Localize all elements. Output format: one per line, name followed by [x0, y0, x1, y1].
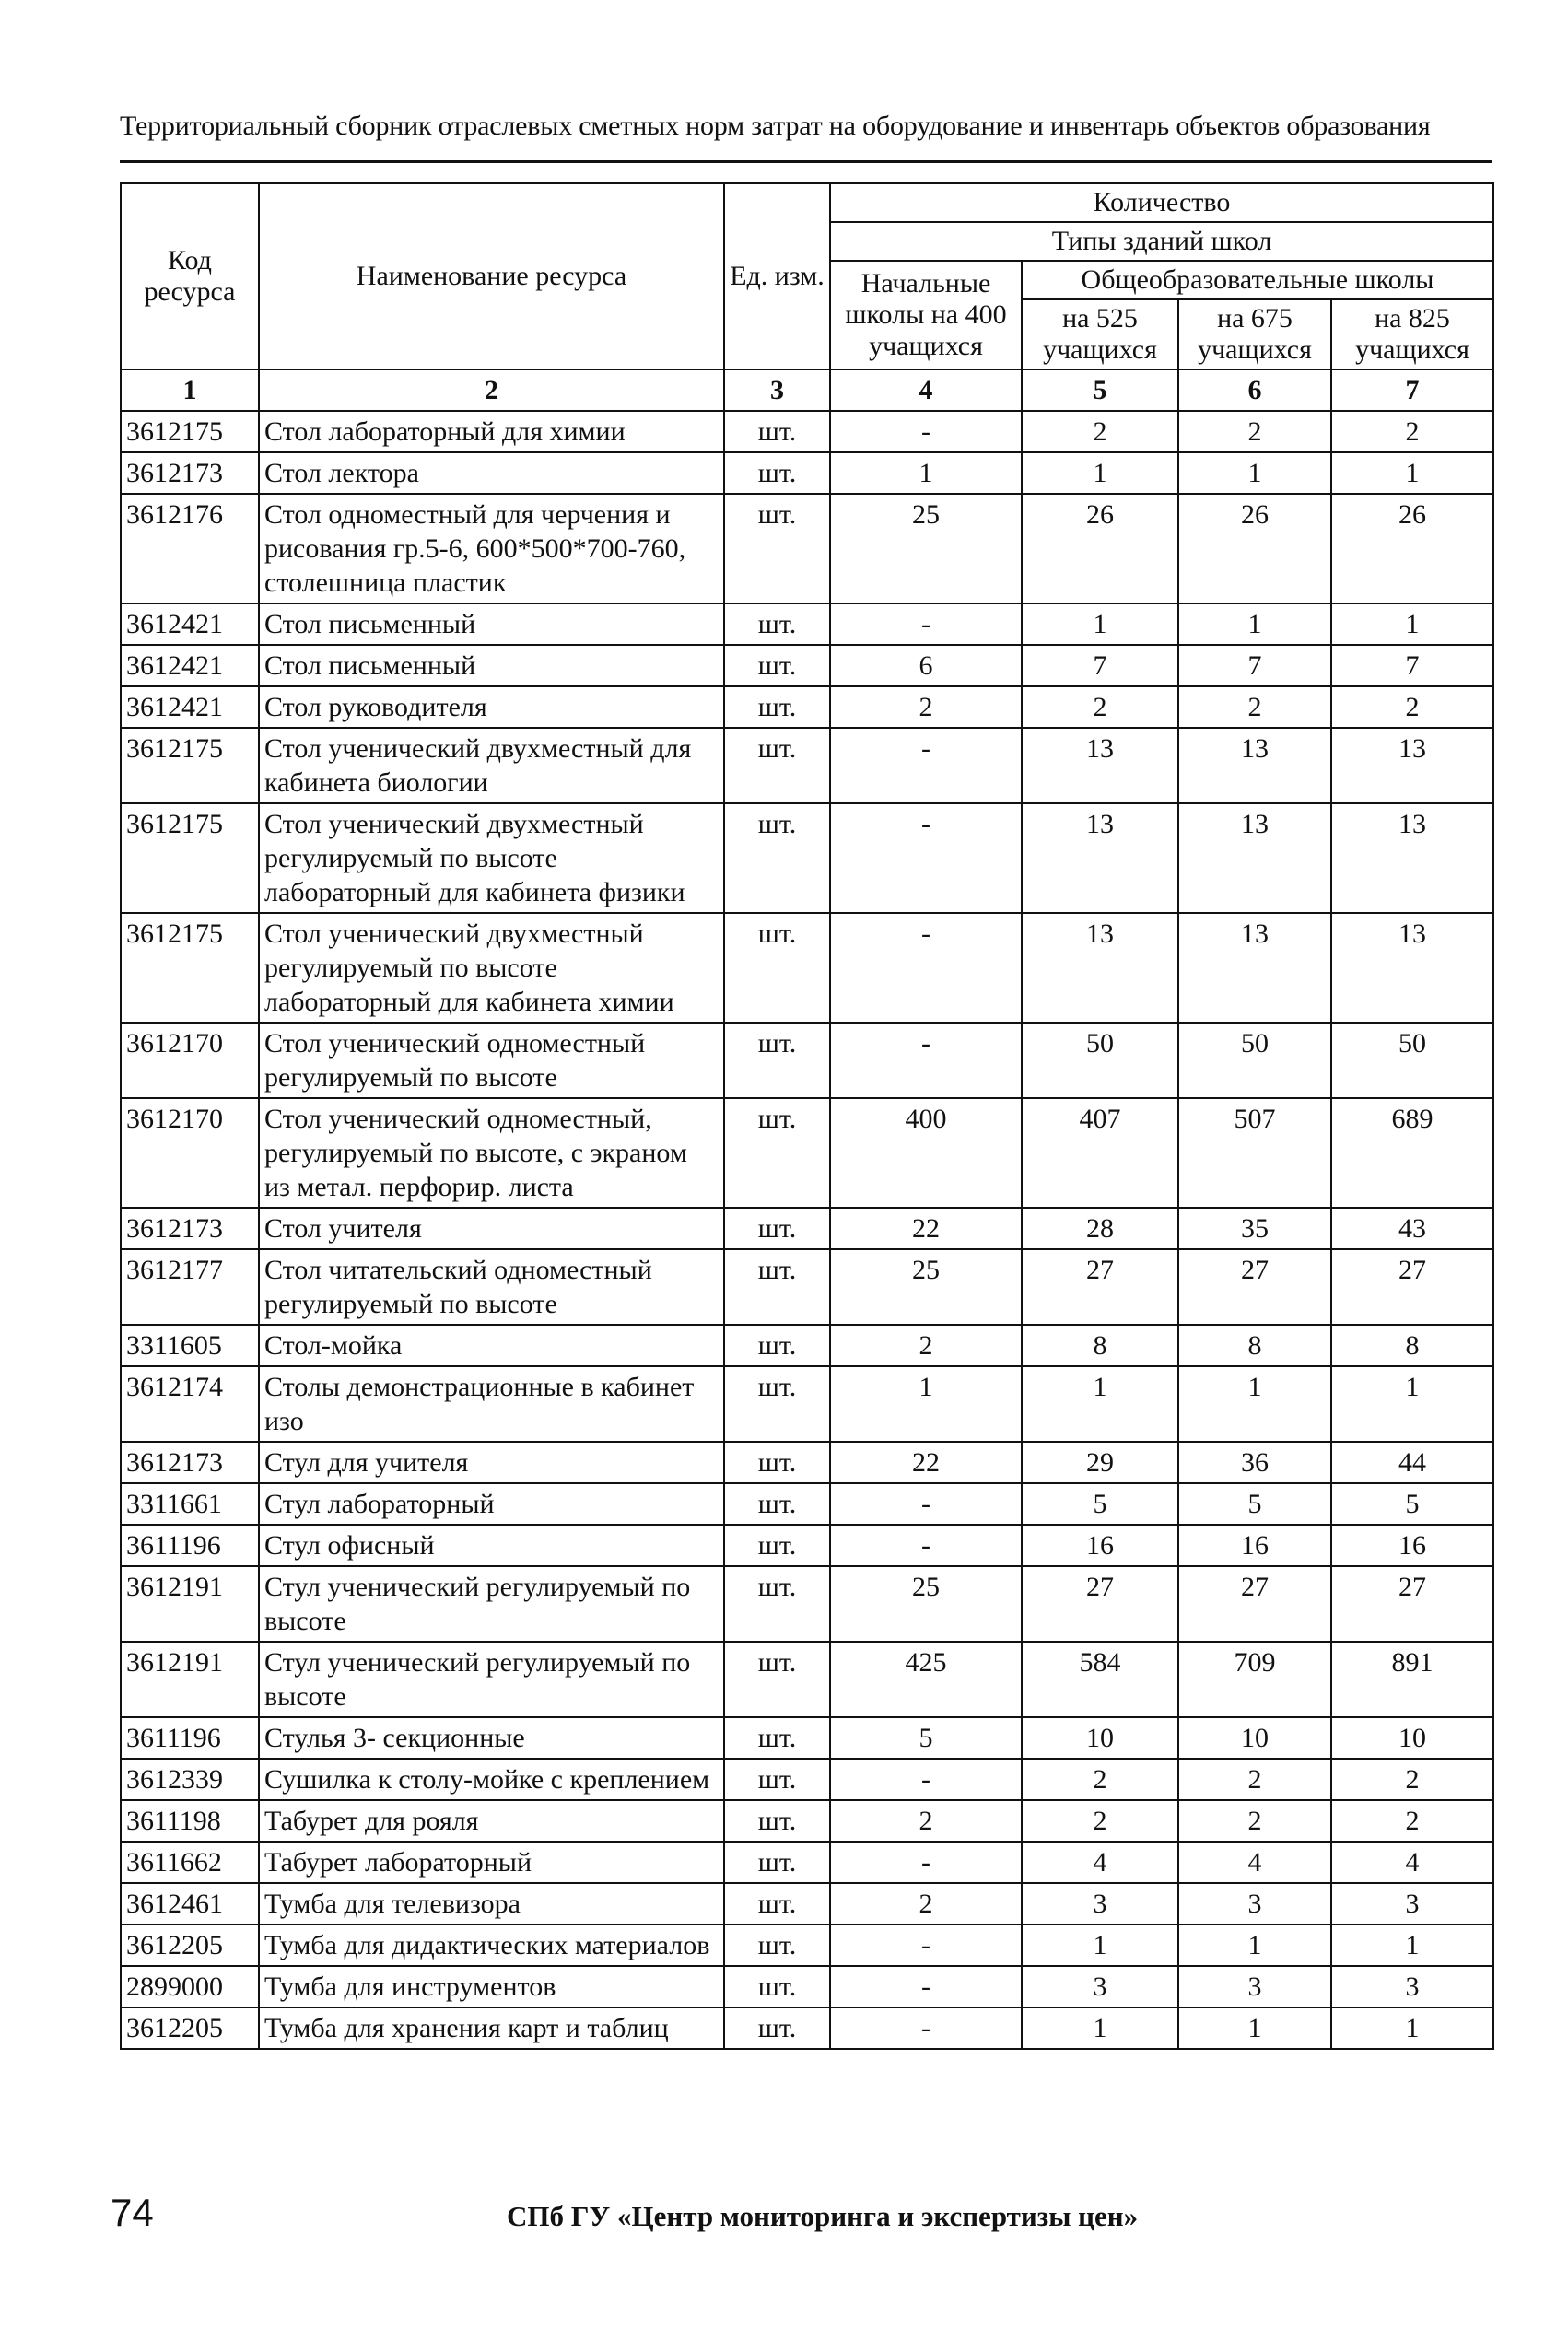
resource-code: 3612205: [121, 2007, 259, 2049]
qty-primary-400: 1: [830, 1366, 1022, 1442]
qty-general-675: 1: [1178, 603, 1331, 645]
qty-primary-400: 25: [830, 1566, 1022, 1642]
qty-general-525: 1: [1022, 1925, 1178, 1966]
resource-code: 3612170: [121, 1023, 259, 1098]
table-row: [121, 603, 1493, 645]
resource-code: 3612191: [121, 1566, 259, 1642]
column-number: 2: [259, 369, 724, 411]
resource-name: Тумба для хранения карт и таблиц: [259, 2007, 724, 2049]
qty-general-525: 10: [1022, 1717, 1178, 1759]
column-number: 6: [1178, 369, 1331, 411]
resource-unit: шт.: [724, 803, 830, 913]
qty-general-675: 35: [1178, 1208, 1331, 1249]
qty-general-675: 507: [1178, 1098, 1331, 1208]
resource-code: 3612173: [121, 1208, 259, 1249]
resource-unit: шт.: [724, 1966, 830, 2007]
table-row: [121, 1717, 1493, 1759]
resource-code: 3612174: [121, 1366, 259, 1442]
qty-primary-400: 22: [830, 1442, 1022, 1483]
resource-name: Стул для учителя: [259, 1442, 724, 1483]
resource-name: Стулья 3- секционные: [259, 1717, 724, 1759]
resource-code: 3611196: [121, 1717, 259, 1759]
qty-primary-400: 5: [830, 1717, 1022, 1759]
qty-general-675: 13: [1178, 803, 1331, 913]
qty-general-825: 26: [1331, 494, 1493, 603]
qty-general-525: 13: [1022, 803, 1178, 913]
qty-primary-400: 400: [830, 1098, 1022, 1208]
qty-primary-400: 425: [830, 1642, 1022, 1717]
qty-general-825: 4: [1331, 1842, 1493, 1883]
qty-primary-400: -: [830, 1483, 1022, 1525]
qty-general-675: 2: [1178, 1800, 1331, 1842]
header-unit: Ед. изм.: [724, 183, 830, 369]
resource-name: Стол ученический двухместный регулируемый по высоте лабораторный для кабинета химии: [259, 913, 724, 1023]
resource-code: 3611198: [121, 1800, 259, 1842]
resource-name: Тумба для телевизора: [259, 1883, 724, 1925]
table-row: [121, 1966, 1493, 2007]
qty-general-675: 2: [1178, 411, 1331, 452]
resource-unit: шт.: [724, 1249, 830, 1325]
header-primary-400: Начальные школы на 400 учащихся: [830, 261, 1022, 369]
qty-general-825: 1: [1331, 603, 1493, 645]
resource-code: 3612339: [121, 1759, 259, 1800]
qty-primary-400: 2: [830, 1325, 1022, 1366]
resource-code: 3612205: [121, 1925, 259, 1966]
qty-primary-400: 2: [830, 1800, 1022, 1842]
qty-general-825: 1: [1331, 452, 1493, 494]
qty-general-675: 13: [1178, 913, 1331, 1023]
page-number: 74: [111, 2191, 154, 2234]
qty-general-675: 50: [1178, 1023, 1331, 1098]
qty-general-675: 1: [1178, 1366, 1331, 1442]
qty-general-525: 2: [1022, 411, 1178, 452]
resource-code: 3612175: [121, 913, 259, 1023]
qty-general-525: 584: [1022, 1642, 1178, 1717]
qty-general-675: 1: [1178, 2007, 1331, 2049]
resource-name: Стол письменный: [259, 645, 724, 686]
qty-general-675: 3: [1178, 1883, 1331, 1925]
qty-general-825: 7: [1331, 645, 1493, 686]
table-row: [121, 1842, 1493, 1883]
qty-general-525: 13: [1022, 913, 1178, 1023]
qty-general-825: 50: [1331, 1023, 1493, 1098]
qty-primary-400: -: [830, 728, 1022, 803]
resource-unit: шт.: [724, 1925, 830, 1966]
resource-name: Стол ученический двухместный регулируемый по высоте лабораторный для кабинета физики: [259, 803, 724, 913]
qty-general-675: 7: [1178, 645, 1331, 686]
resource-name: Стул ученический регулируемый по высоте: [259, 1642, 724, 1717]
resource-code: 3611196: [121, 1525, 259, 1566]
header-name: Наименование ресурса: [259, 183, 724, 369]
table-row: [121, 1208, 1493, 1249]
resource-unit: шт.: [724, 1483, 830, 1525]
qty-general-825: 2: [1331, 686, 1493, 728]
qty-primary-400: 2: [830, 1883, 1022, 1925]
resource-name: Стул офисный: [259, 1525, 724, 1566]
table-row: [121, 1483, 1493, 1525]
resource-unit: шт.: [724, 1883, 830, 1925]
resource-name: Стол одноместный для черчения и рисования гр.5-6, 600*500*700-760, столешница пластик: [259, 494, 724, 603]
qty-general-825: 13: [1331, 728, 1493, 803]
qty-primary-400: 25: [830, 1249, 1022, 1325]
qty-general-525: 1: [1022, 603, 1178, 645]
table-row: [121, 728, 1493, 803]
qty-general-675: 10: [1178, 1717, 1331, 1759]
resource-name: Столы демонстрационные в кабинет изо: [259, 1366, 724, 1442]
resource-code: 3612177: [121, 1249, 259, 1325]
qty-primary-400: -: [830, 2007, 1022, 2049]
table-row: [121, 411, 1493, 452]
qty-primary-400: -: [830, 1925, 1022, 1966]
header-general-525: на 525 учащихся: [1022, 299, 1178, 369]
resource-code: 3311661: [121, 1483, 259, 1525]
resource-unit: шт.: [724, 1325, 830, 1366]
resource-unit: шт.: [724, 1366, 830, 1442]
qty-primary-400: 25: [830, 494, 1022, 603]
table-row: [121, 494, 1493, 603]
resource-code: 3612175: [121, 803, 259, 913]
qty-general-675: 3: [1178, 1966, 1331, 2007]
table-row: [121, 1566, 1493, 1642]
table-row: [121, 1925, 1493, 1966]
qty-general-525: 3: [1022, 1883, 1178, 1925]
resource-table: [120, 182, 1494, 2050]
qty-general-825: 2: [1331, 1800, 1493, 1842]
qty-general-525: 1: [1022, 2007, 1178, 2049]
resource-name: Стол ученический двухместный для кабинета биологии: [259, 728, 724, 803]
resource-unit: шт.: [724, 1759, 830, 1800]
resource-name: Стол учителя: [259, 1208, 724, 1249]
table-row: [121, 1883, 1493, 1925]
resource-code: 3612175: [121, 728, 259, 803]
qty-general-825: 27: [1331, 1249, 1493, 1325]
resource-code: 3311605: [121, 1325, 259, 1366]
qty-general-525: 2: [1022, 1800, 1178, 1842]
qty-general-825: 27: [1331, 1566, 1493, 1642]
qty-general-825: 1: [1331, 2007, 1493, 2049]
resource-unit: шт.: [724, 645, 830, 686]
qty-primary-400: 2: [830, 686, 1022, 728]
header-general-825: на 825 учащихся: [1331, 299, 1493, 369]
resource-name: Стол лектора: [259, 452, 724, 494]
resource-name: Стол ученический одноместный регулируемый по высоте: [259, 1023, 724, 1098]
resource-name: Стол читательский одноместный регулируемый по высоте: [259, 1249, 724, 1325]
resource-name: Стол-мойка: [259, 1325, 724, 1366]
resource-code: 3612421: [121, 603, 259, 645]
resource-code: 3611662: [121, 1842, 259, 1883]
qty-primary-400: -: [830, 603, 1022, 645]
header-building-types: Типы зданий школ: [830, 222, 1493, 261]
qty-general-525: 29: [1022, 1442, 1178, 1483]
table-row: [121, 2007, 1493, 2049]
column-number: 1: [121, 369, 259, 411]
table-row: [121, 1366, 1493, 1442]
qty-general-675: 13: [1178, 728, 1331, 803]
column-number: 3: [724, 369, 830, 411]
footer-organization: СПб ГУ «Центр мониторинга и экспертизы цен»: [507, 2200, 1139, 2232]
qty-primary-400: -: [830, 1966, 1022, 2007]
resource-unit: шт.: [724, 686, 830, 728]
qty-general-825: 43: [1331, 1208, 1493, 1249]
qty-general-825: 2: [1331, 411, 1493, 452]
resource-code: 3612461: [121, 1883, 259, 1925]
table-row: [121, 1325, 1493, 1366]
table-row: [121, 913, 1493, 1023]
document-header-title: Территориальный сборник отраслевых сметных норм затрат на оборудование и инвентарь объектов образования: [120, 111, 1431, 141]
qty-general-525: 28: [1022, 1208, 1178, 1249]
resource-name: Стул ученический регулируемый по высоте: [259, 1566, 724, 1642]
resource-name: Стол ученический одноместный, регулируемый по высоте, с экраном из метал. перфорир. листа: [259, 1098, 724, 1208]
column-number: 4: [830, 369, 1022, 411]
resource-unit: шт.: [724, 1717, 830, 1759]
table-row: [121, 1098, 1493, 1208]
resource-name: Табурет лабораторный: [259, 1842, 724, 1883]
resource-unit: шт.: [724, 913, 830, 1023]
resource-code: 3612173: [121, 1442, 259, 1483]
resource-name: Стол лабораторный для химии: [259, 411, 724, 452]
qty-primary-400: -: [830, 913, 1022, 1023]
resource-unit: шт.: [724, 1098, 830, 1208]
resource-unit: шт.: [724, 2007, 830, 2049]
resource-unit: шт.: [724, 1442, 830, 1483]
resource-name: Тумба для дидактических материалов: [259, 1925, 724, 1966]
qty-general-525: 50: [1022, 1023, 1178, 1098]
qty-general-825: 2: [1331, 1759, 1493, 1800]
qty-general-675: 709: [1178, 1642, 1331, 1717]
resource-code: 3612421: [121, 645, 259, 686]
table-row: [121, 1525, 1493, 1566]
qty-general-675: 1: [1178, 1925, 1331, 1966]
header-general-675: на 675 учащихся: [1178, 299, 1331, 369]
table-row: [121, 803, 1493, 913]
resource-unit: шт.: [724, 1842, 830, 1883]
qty-general-525: 5: [1022, 1483, 1178, 1525]
qty-primary-400: -: [830, 803, 1022, 913]
qty-primary-400: -: [830, 1525, 1022, 1566]
qty-general-825: 44: [1331, 1442, 1493, 1483]
header-rule: [120, 160, 1492, 163]
qty-general-525: 13: [1022, 728, 1178, 803]
qty-general-825: 1: [1331, 1925, 1493, 1966]
qty-general-675: 27: [1178, 1249, 1331, 1325]
qty-primary-400: 6: [830, 645, 1022, 686]
header-general-schools: Общеобразовательные школы: [1022, 261, 1493, 299]
resource-code: 3612170: [121, 1098, 259, 1208]
resource-code: 3612175: [121, 411, 259, 452]
qty-general-825: 5: [1331, 1483, 1493, 1525]
qty-general-675: 26: [1178, 494, 1331, 603]
resource-unit: шт.: [724, 728, 830, 803]
table-row: [121, 1023, 1493, 1098]
header-quantity: Количество: [830, 183, 1493, 222]
qty-general-675: 4: [1178, 1842, 1331, 1883]
table-row: [121, 1442, 1493, 1483]
qty-primary-400: -: [830, 1023, 1022, 1098]
resource-name: Стол руководителя: [259, 686, 724, 728]
resource-unit: шт.: [724, 1800, 830, 1842]
qty-general-825: 13: [1331, 913, 1493, 1023]
qty-general-525: 1: [1022, 452, 1178, 494]
qty-general-825: 689: [1331, 1098, 1493, 1208]
resource-code: 3612176: [121, 494, 259, 603]
qty-general-825: 3: [1331, 1883, 1493, 1925]
qty-general-825: 3: [1331, 1966, 1493, 2007]
qty-general-675: 2: [1178, 686, 1331, 728]
qty-general-525: 4: [1022, 1842, 1178, 1883]
resource-code: 3612421: [121, 686, 259, 728]
resource-unit: шт.: [724, 1566, 830, 1642]
resource-unit: шт.: [724, 603, 830, 645]
qty-general-525: 27: [1022, 1249, 1178, 1325]
qty-general-525: 27: [1022, 1566, 1178, 1642]
resource-unit: шт.: [724, 1642, 830, 1717]
qty-general-825: 891: [1331, 1642, 1493, 1717]
resource-code: 3612191: [121, 1642, 259, 1717]
qty-general-825: 13: [1331, 803, 1493, 913]
resource-unit: шт.: [724, 1525, 830, 1566]
resource-name: Стол письменный: [259, 603, 724, 645]
qty-general-525: 3: [1022, 1966, 1178, 2007]
resource-code: 2899000: [121, 1966, 259, 2007]
qty-general-825: 8: [1331, 1325, 1493, 1366]
qty-general-525: 1: [1022, 1366, 1178, 1442]
qty-general-675: 2: [1178, 1759, 1331, 1800]
table-row: [121, 1759, 1493, 1800]
qty-primary-400: -: [830, 1842, 1022, 1883]
resource-unit: шт.: [724, 452, 830, 494]
column-number: 5: [1022, 369, 1178, 411]
table-header: [121, 183, 1493, 411]
table-row: [121, 1800, 1493, 1842]
qty-general-675: 36: [1178, 1442, 1331, 1483]
table-body: [121, 411, 1493, 2049]
header-code: Код ресурса: [121, 183, 259, 369]
qty-general-675: 1: [1178, 452, 1331, 494]
table-row: [121, 452, 1493, 494]
qty-general-525: 26: [1022, 494, 1178, 603]
qty-general-525: 2: [1022, 686, 1178, 728]
column-number-row: [121, 369, 1493, 411]
qty-general-675: 16: [1178, 1525, 1331, 1566]
qty-general-675: 8: [1178, 1325, 1331, 1366]
qty-general-525: 7: [1022, 645, 1178, 686]
qty-primary-400: 22: [830, 1208, 1022, 1249]
resource-name: Сушилка к столу-мойке с креплением: [259, 1759, 724, 1800]
resource-code: 3612173: [121, 452, 259, 494]
qty-primary-400: -: [830, 1759, 1022, 1800]
resource-name: Тумба для инструментов: [259, 1966, 724, 2007]
resource-unit: шт.: [724, 494, 830, 603]
qty-primary-400: -: [830, 411, 1022, 452]
resource-unit: шт.: [724, 1208, 830, 1249]
qty-general-525: 2: [1022, 1759, 1178, 1800]
column-number: 7: [1331, 369, 1493, 411]
qty-general-825: 10: [1331, 1717, 1493, 1759]
table-row: [121, 1249, 1493, 1325]
qty-general-525: 16: [1022, 1525, 1178, 1566]
table-row: [121, 1642, 1493, 1717]
qty-primary-400: 1: [830, 452, 1022, 494]
resource-name: Табурет для рояля: [259, 1800, 724, 1842]
qty-general-825: 1: [1331, 1366, 1493, 1442]
table-row: [121, 645, 1493, 686]
qty-general-675: 27: [1178, 1566, 1331, 1642]
table-row: [121, 686, 1493, 728]
qty-general-525: 8: [1022, 1325, 1178, 1366]
resource-name: Стул лабораторный: [259, 1483, 724, 1525]
resource-unit: шт.: [724, 1023, 830, 1098]
qty-general-675: 5: [1178, 1483, 1331, 1525]
qty-general-525: 407: [1022, 1098, 1178, 1208]
resource-unit: шт.: [724, 411, 830, 452]
qty-general-825: 16: [1331, 1525, 1493, 1566]
